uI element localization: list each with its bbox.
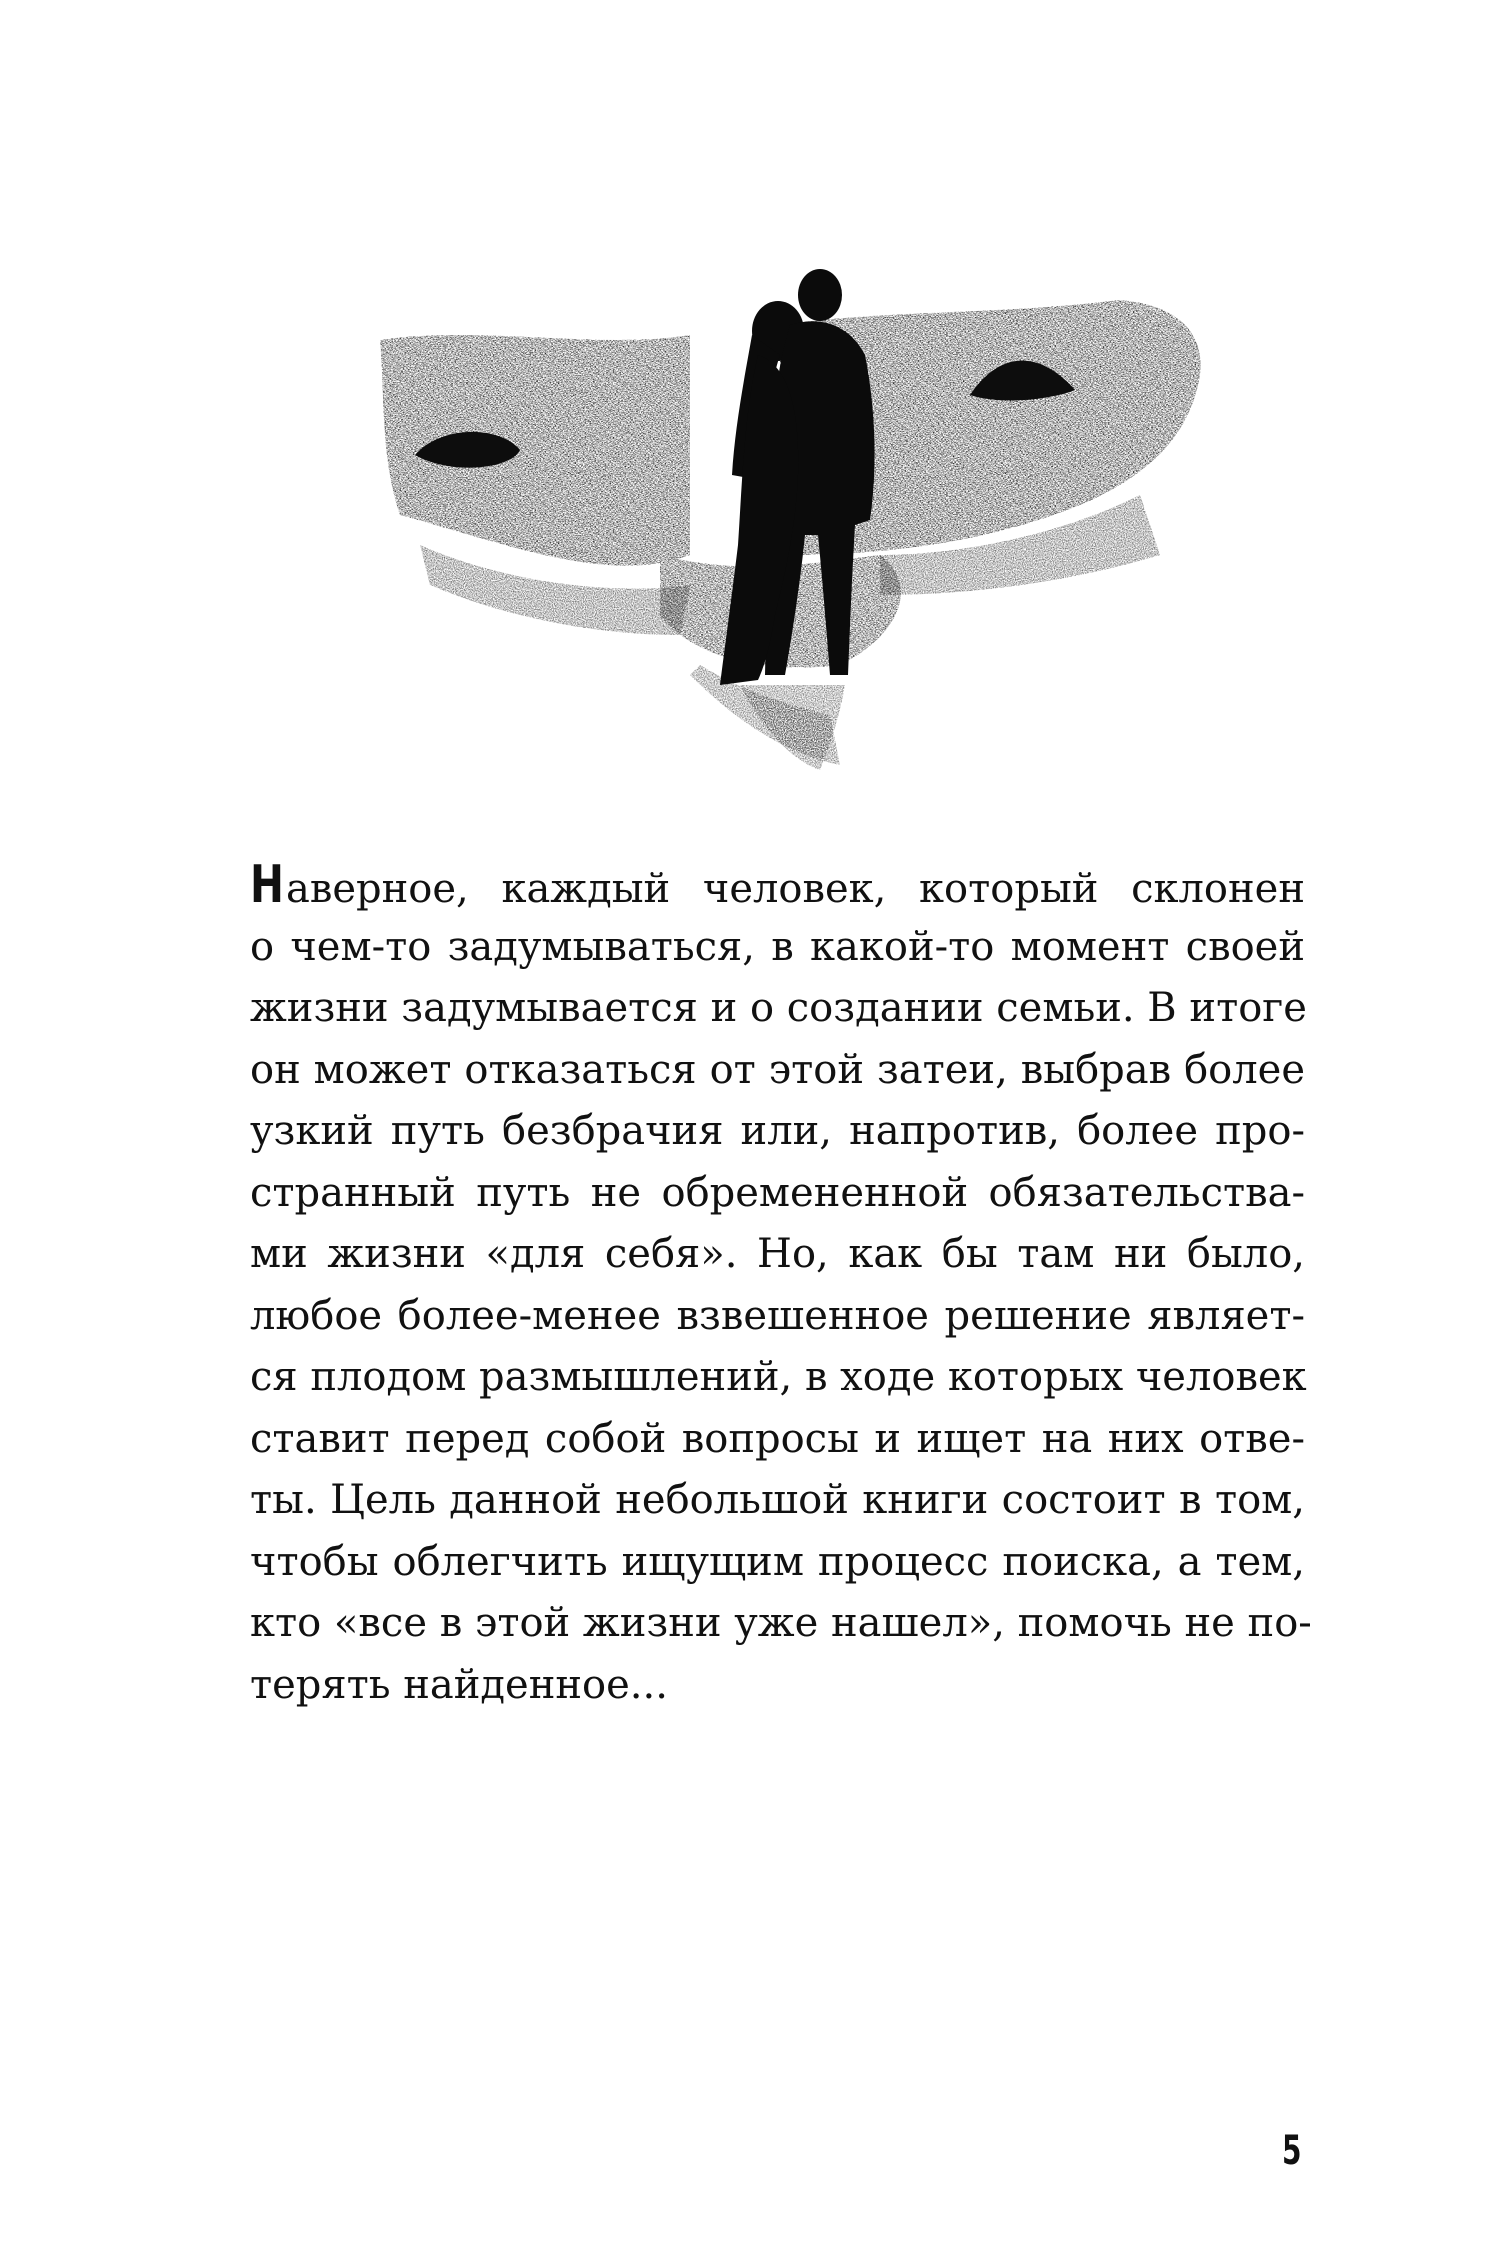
text-line-4: он может отказаться от этой затеи, выбрав более (250, 1046, 1305, 1093)
text-line-5: узкий путь безбрачия или, напротив, более про- (250, 1108, 1305, 1154)
text-line-13: кто «все в этой жизни уже нашел», помочь не по- (250, 1600, 1312, 1646)
body-paragraph (250, 855, 1312, 1716)
page-number: 5 (1282, 2128, 1302, 2174)
couple-on-shore-illustration (360, 255, 1220, 775)
text-line-12: чтобы облегчить ищущим процесс поиска, а тем, (250, 1538, 1305, 1585)
text-line-11: ты. Цель данной небольшой книги состоит в том, (250, 1477, 1305, 1523)
text-line-14: терять найденное... (250, 1661, 668, 1708)
text-line-6: странный путь не обремененной обязательства- (250, 1169, 1305, 1216)
text-line-7: ми жизни «для себя». Но, как бы там ни было, (250, 1231, 1305, 1277)
text-line-3: жизни задумывается и о создании семьи. В итоге (250, 985, 1307, 1031)
text-line-2: о чем-то задумываться, в какой-то момент своей (250, 923, 1305, 970)
text-line-10: ставит перед собой вопросы и ищет на них отве- (250, 1415, 1305, 1462)
text-line-9: ся плодом размышлений, в ходе которых человек (250, 1354, 1307, 1400)
text-line-1: Наверное, каждый человек, который склонен (250, 855, 1305, 915)
text-line-8: любое более-менее взвешенное решение являет- (250, 1292, 1305, 1339)
drop-cap: Н (250, 855, 284, 915)
